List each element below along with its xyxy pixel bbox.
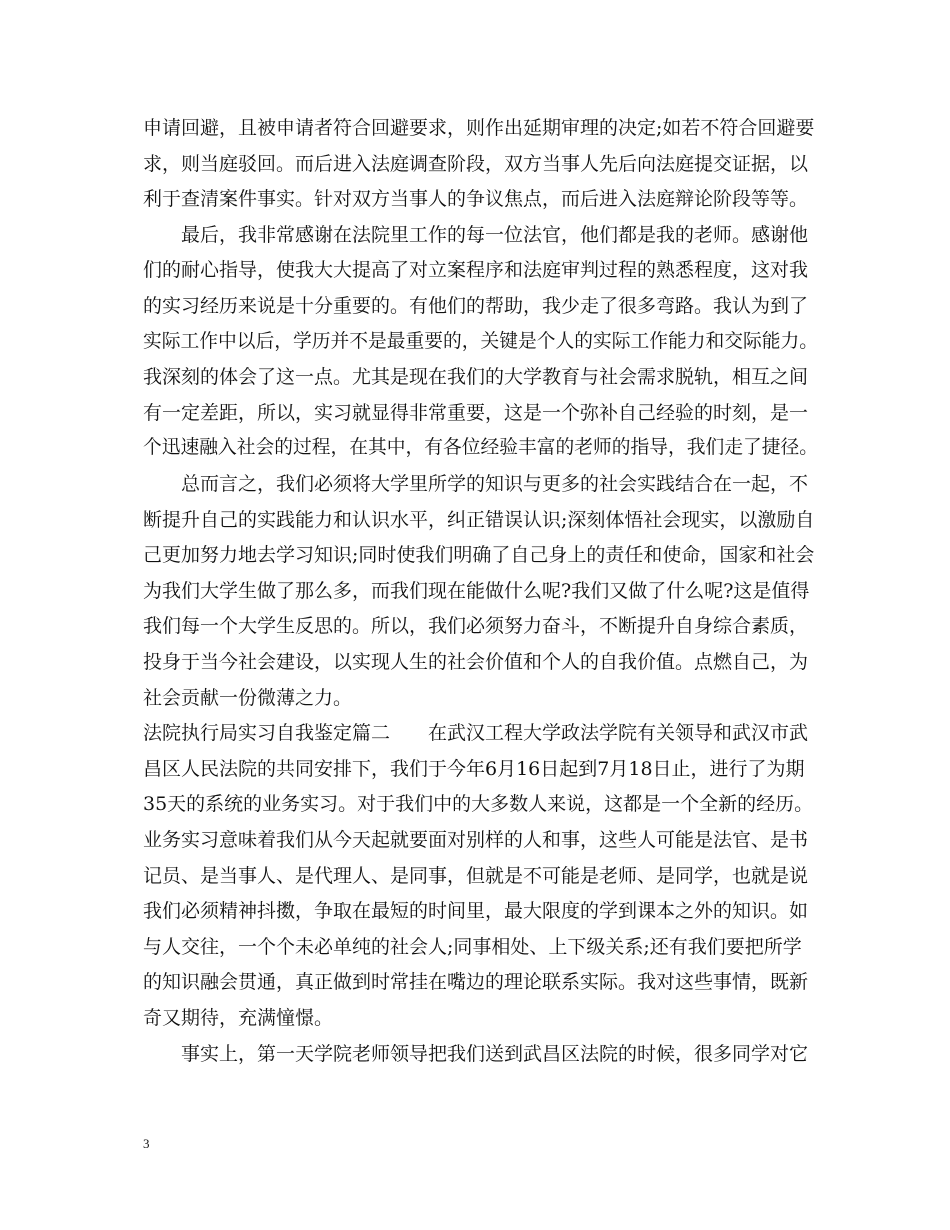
text-line: 己更加努力地去学习知识;同时使我们明确了自己身上的责任和使命，国家和社会 — [143, 544, 815, 567]
text-line: 利于查清案件事实。针对双方当事人的争议焦点，而后进入法庭辩论阶段等等。 — [143, 188, 809, 211]
text-line: 我深刻的体会了这一点。尤其是现在我们的大学教育与社会需求脱轨，相互之间 — [143, 366, 809, 389]
text-line: 有一定差距，所以，实习就显得非常重要，这是一个弥补自己经验的时刻，是一 — [143, 401, 809, 424]
text-line: 断提升自己的实践能力和认识水平，纠正错误认识;深刻体悟社会现实，以激励自 — [143, 508, 815, 531]
text-line: 昌区人民法院的共同安排下，我们于今年6月16日起到7月18日止，进行了为期 — [143, 757, 805, 780]
text-line: 申请回避，且被申请者符合回避要求，则作出延期审理的决定;如若不符合回避要 — [143, 117, 815, 139]
text-line: 最后，我非常感谢在法院里工作的每一位法官，他们都是我的老师。感谢他 — [143, 223, 809, 246]
text-line: 总而言之，我们必须将大学里所学的知识与更多的社会实践结合在一起，不 — [143, 473, 809, 495]
text-line: 记员、是当事人、是代理人、是同事，但就是不可能是老师、是同学，也就是说 — [143, 864, 809, 887]
text-line: 的知识融会贯通，真正做到时常挂在嘴边的理论联系实际。我对这些事情，既新 — [143, 971, 809, 994]
text-line: 的实习经历来说是十分重要的。有他们的帮助，我少走了很多弯路。我认为到了 — [143, 295, 809, 317]
text-line: 们的耐心指导，使我大大提高了对立案程序和法庭审判过程的熟悉程度，这对我 — [143, 259, 809, 282]
text-line: 为我们大学生做了那么多，而我们现在能做什么呢?我们又做了什么呢?这是值得 — [143, 579, 810, 602]
text-line: 投身于当今社会建设，以实现人生的社会价值和个人的自我价值。点燃自己，为 — [143, 651, 809, 673]
text-line: 求，则当庭驳回。而后进入法庭调查阶段，双方当事人先后向法庭提交证据，以 — [143, 152, 809, 175]
text-line: 法院执行局实习自我鉴定篇二 在武汉工程大学政法学院有关领导和武汉市武 — [143, 722, 809, 745]
text-line: 个迅速融入社会的过程，在其中，有各位经验丰富的老师的指导，我们走了捷径。 — [143, 437, 818, 459]
text-line: 事实上，第一天学院老师领导把我们送到武昌区法院的时候，很多同学对它 — [143, 1042, 809, 1065]
text-line: 社会贡献一份微薄之力。 — [143, 686, 353, 709]
text-line: 我们每一个大学生反思的。所以，我们必须努力奋斗，不断提升自身综合素质， — [143, 615, 809, 638]
text-line: 我们必须精神抖擞，争取在最短的时间里，最大限度的学到课本之外的知识。如 — [143, 900, 809, 923]
text-line: 业务实习意味着我们从今天起就要面对别样的人和事，这些人可能是法官、是书 — [143, 829, 809, 851]
text-line: 35天的系统的业务实习。对于我们中的大多数人来说，这都是一个全新的经历。 — [143, 793, 814, 816]
text-line: 与人交往，一个个未必单纯的社会人;同事相处、上下级关系;还有我们要把所学 — [143, 935, 802, 958]
page-number: 3 — [143, 1136, 150, 1151]
text-line: 实际工作中以后，学历并不是最重要的，关键是个人的实际工作能力和交际能力。 — [143, 330, 818, 352]
text-line: 奇又期待，充满憧憬。 — [143, 1007, 334, 1029]
